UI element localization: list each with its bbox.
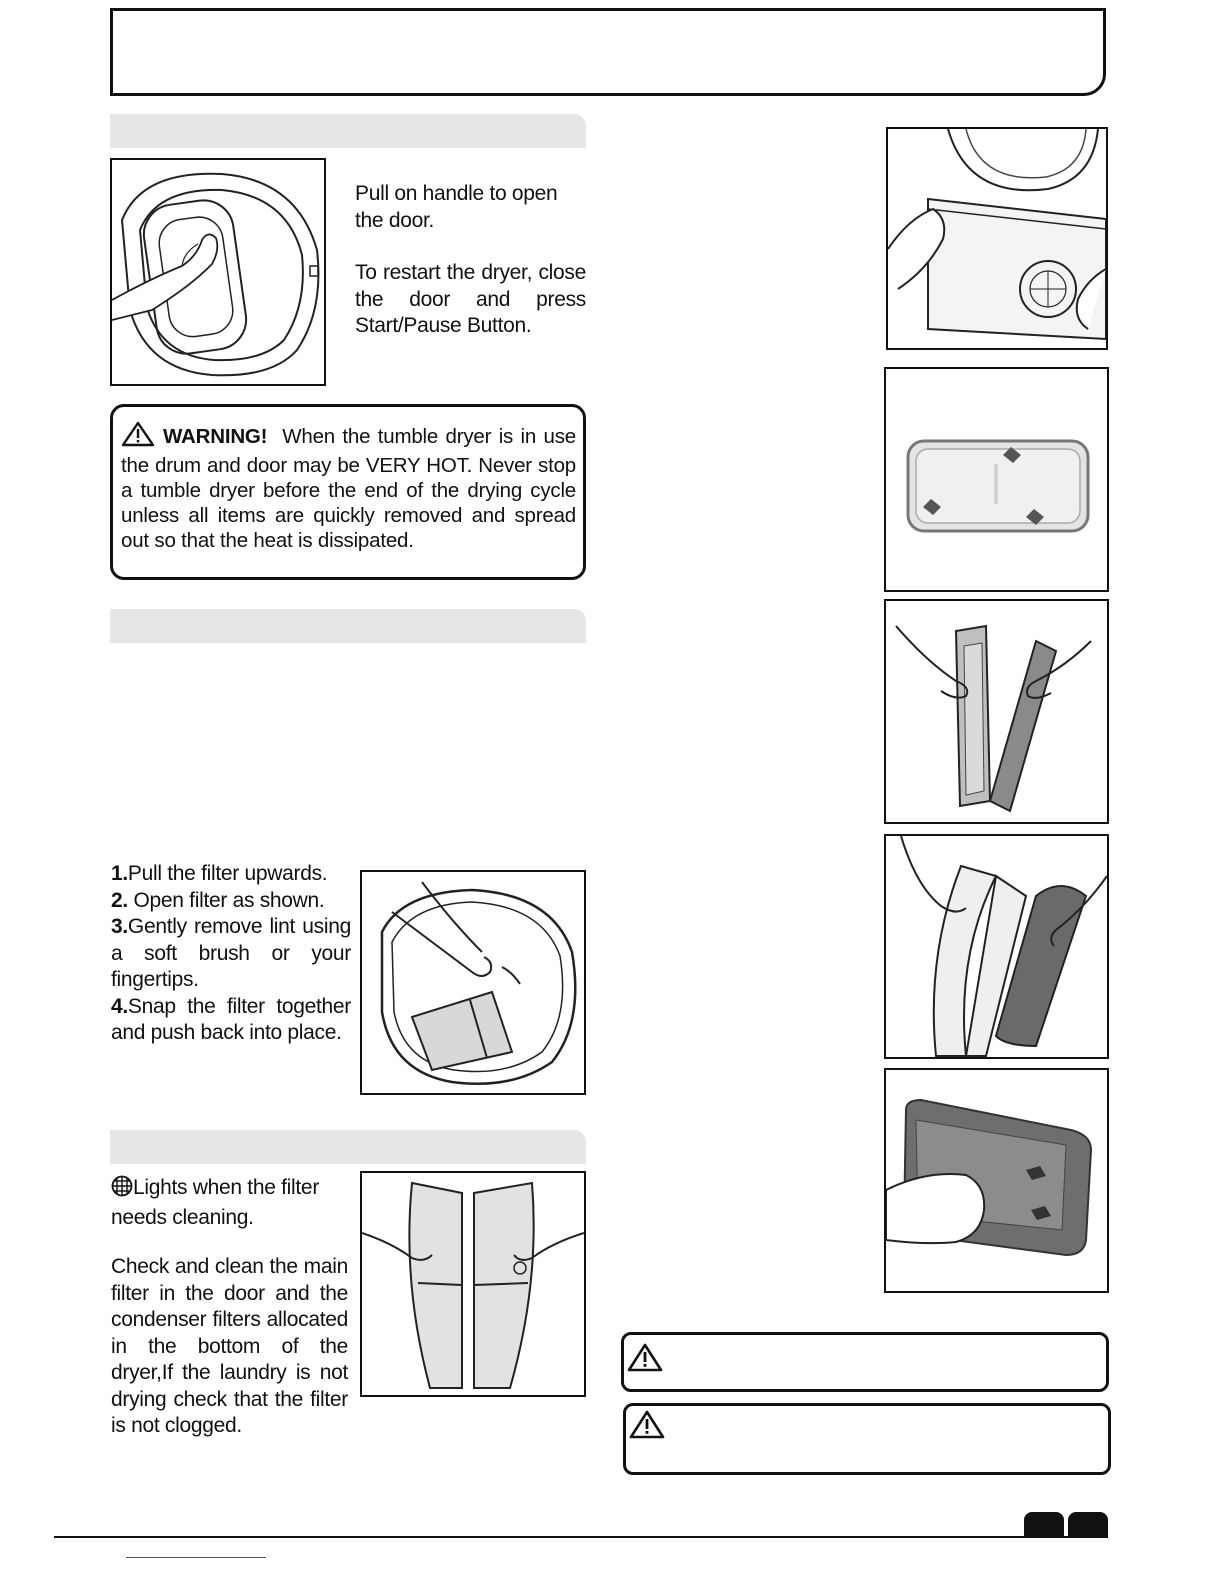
condenser-refit-illustration: [884, 1068, 1109, 1293]
door-open-illustration: [110, 158, 326, 386]
condenser-filter-clean-illustration: [884, 834, 1109, 1059]
caution-box: [623, 1403, 1111, 1475]
list-item: 1.Pull the filter upwards.: [111, 862, 328, 885]
list-item: 2. Open filter as shown.: [111, 888, 325, 912]
door-open-text: Pull on handle to open the door.: [355, 182, 558, 232]
open-filter-illustration: [360, 1171, 586, 1397]
section-header-bar: [110, 1130, 586, 1164]
filter-indicator-icon: [111, 1175, 133, 1205]
page-tab: [1024, 1512, 1064, 1538]
check-filter-text: Check and clean the main filter in the door and the condenser filters allocated in the bottom of the dryer,If the laundry is not drying check that the filter is not clogged.: [111, 1255, 348, 1437]
warning-label: WARNING!: [163, 425, 268, 448]
warning-triangle-icon: [627, 1343, 663, 1378]
warning-box: [110, 404, 586, 580]
page-title-box: [110, 8, 1106, 96]
condenser-cover-illustration: [884, 367, 1109, 592]
warning-triangle-icon: [629, 1410, 665, 1445]
restart-text: To restart the dryer, close the door and press Start/Pause Button.: [355, 261, 586, 337]
section-header-bar: [110, 609, 586, 643]
footer-link-underline: [126, 1557, 266, 1558]
filter-steps-list: [111, 861, 351, 1047]
filter-indicator-text: Lights when the filter needs cleaning.: [111, 1176, 320, 1229]
section-header-bar: [110, 114, 586, 148]
list-item: 4.Snap the filter together and push back into place.: [111, 994, 351, 1044]
warning-triangle-icon: [121, 421, 155, 453]
caution-box: [621, 1332, 1109, 1392]
list-item: 3.Gently remove lint using a soft brush or your fingertips.: [111, 915, 351, 991]
kickplate-removal-illustration: [886, 127, 1108, 350]
page-tab: [1068, 1512, 1108, 1538]
footer-rule: [54, 1536, 1108, 1538]
warning-text: When the tumble dryer is in use the drum and door may be VERY HOT. Never stop a tumble dryer before the end of the drying cycle unless all items are quickly removed and spread out so that the heat is dissipated.: [121, 425, 576, 552]
pull-filter-illustration: [360, 870, 586, 1095]
condenser-filter-open-illustration: [884, 599, 1109, 824]
